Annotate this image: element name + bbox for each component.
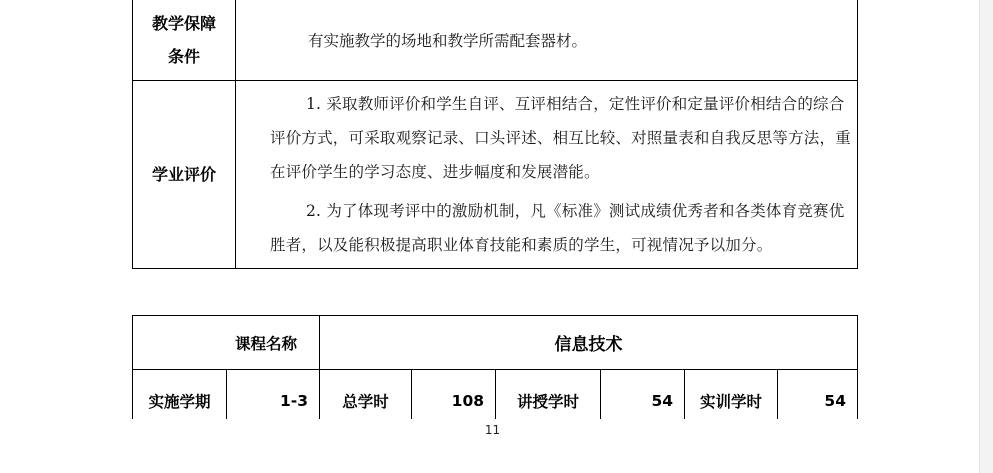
total-hours-value: 108 [412, 370, 496, 433]
vertical-scrollbar[interactable] [979, 0, 993, 473]
academic-evaluation-row [133, 81, 858, 269]
teaching-support-heading-line1: 教学保障 [151, 14, 216, 33]
practice-hours-label: 实训学时 [685, 370, 778, 433]
course-name-row [133, 316, 858, 370]
academic-evaluation-content [236, 81, 858, 269]
teaching-support-row [133, 0, 858, 81]
page-number: 11 [484, 423, 501, 437]
evaluation-paragraph-1: 1. 采取教师评价和学生自评、互评相结合，定性评价和定量评价相结合的综合评价方式，可采取观察记录、口头评述、相互比较、对照量表和自我反思等方法，重在评价学生的学习态度、进步幅度和发展潜能。 [270, 95, 851, 181]
course-name-value: 信息技术 [320, 316, 858, 370]
total-hours-label: 总学时 [320, 370, 412, 433]
teaching-support-content: 有实施教学的场地和教学所需配套器材。 [236, 0, 858, 81]
lecture-hours-label: 讲授学时 [496, 370, 601, 433]
term-value: 1-3 [227, 370, 320, 433]
academic-evaluation-heading: 学业评价 [133, 81, 236, 269]
evaluation-paragraph-2: 2. 为了体现考评中的激励机制，凡《标准》测试成绩优秀者和各类体育竞赛优胜者，以及能积极提高职业体育技能和素质的学生，可视情况予以加分。 [270, 202, 845, 254]
course-info-table [132, 315, 858, 433]
lecture-hours-value: 54 [601, 370, 685, 433]
practice-hours-value: 54 [778, 370, 858, 433]
course-name-label: 课程名称 [133, 316, 320, 370]
teaching-conditions-table [132, 0, 858, 269]
term-label: 实施学期 [133, 370, 227, 433]
teaching-support-heading [133, 0, 236, 81]
teaching-support-heading-line2: 条件 [167, 47, 200, 66]
